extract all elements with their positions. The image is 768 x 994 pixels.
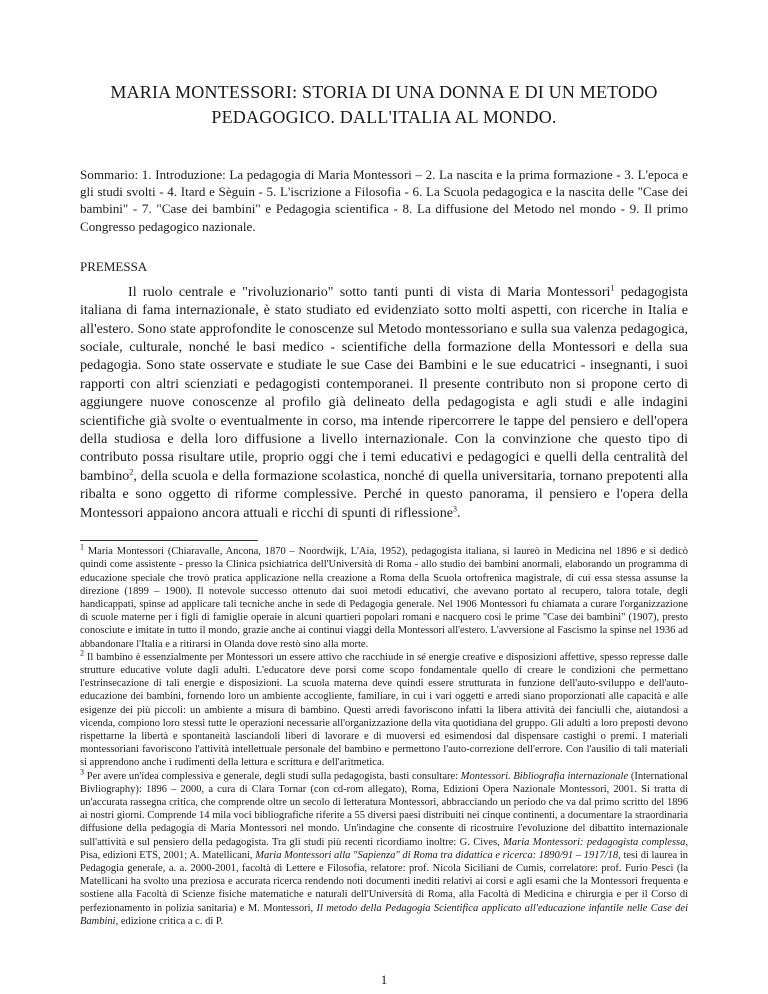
footnote-3 <box>80 767 688 928</box>
document-title <box>80 80 688 130</box>
footnote-ref-1[interactable]: 1 <box>610 283 615 293</box>
footnote-text: Maria Montessori (Chiaravalle, Ancona, 1870 – Noordwijk, L'Aia, 1952), pedagogista italiana, si laureò in Medicina nel 1896 e si dedicò quindi come assistente - presso la Clinica psichiatrica dell'Università di Roma - allo studio dei bambini anormali, elaborando un programma di educazione speciale che trovò pratica applicazione nella creazione a Roma della Scuola ortofrenica magistrale, di cui essa stessa assunse la direzione (1899 – 1900). Il notevole successo ottenuto dai suoi metodi educativi, che avevano portato al recupero, talora totale, degli handicappati, spinse ad applicare tali tecniche anche in sede di Pedagogia generale. Nel 1906 Montessori fu chiamata a curare l'organizzazione di scuole materne per i figli di famiglie operaie in alcuni quartieri popolari romani e nacquero così le prime "Case dei bambini" (1907), presto conosciute e imitate in tutto il mondo, grazie anche ai continui viaggi della Montessori all'estero. L'avversione al Fascismo la spinse nel 1936 ad abbandonare l'Italia e a ritirarsi in Olanda dove restò sino alla morte. <box>80 546 688 650</box>
footnote-2 <box>80 648 688 770</box>
footnote-text: , tesi di laurea in Pedagogia generale, a. a. 2000-2001, facoltà di Lettere e Filosofia, relatore: prof. Nicola Siciliani de Cumis, correlatore: prof. Furio Pesci (la Matellicani ha svolto una preziosa e accurata ricerca rendendo noti documenti inediti relativi ai corsi e agli esami che la Montessori frequenta e sostiene alla Facoltà di Scienze fisiche matematiche e naturali dell'Università di Roma, alla Facoltà di Medicina e chirurgia e per il Corso di perfezionamento in polizia sanitaria) e M. Montessori, <box>80 849 688 914</box>
footnote-number: 2 <box>80 648 84 658</box>
footnote-text: Il bambino è essenzialmente per Montessori un essere attivo che racchiude in sé energie creative e disposizioni affettive, spesso represse dalle strutture educative volute dagli adulti. L'educatore deve porsi come scopo fondamentale quello di creare le condizioni che permettano l'estrinsecazione di tali energie e disposizioni. La scuola materna deve quindi essere strutturata in funzione dell'auto-sviluppo e dell'auto-educazione dei bambini, fornendo loro un ambiente accogliente, familiare, in cui i vari oggetti e arredi siano proporzionati alle capacità e alle esigenze dei più piccoli: un ambiente a misura di bambino. Questi arredi favoriscono infatti la libera attività dei fanciulli che, aiutandosi a vicenda, compiono loro stessi tutte le operazioni necessarie all'organizzazione della vita quotidiana del gruppo. Gli adulti a loro preposti devono rispettarne la libertà e spontaneità lasciandoli liberi di lavorare e di muoversi ed esimendosi dal dispensare castighi o premi. I materiali montessoriani favoriscono l'attività intellettuale personale del bambino e permettono l'auto-correzione dell'errore. Con l'ausilio di tali materiali si apprendono anche i rudimenti della lettura e scrittura e dell'aritmetica. <box>80 651 688 769</box>
document-page <box>80 0 688 994</box>
footnote-number: 3 <box>80 767 84 777</box>
footnote-text: (International Bivliography): 1896 – 2000, a cura di Clara Tornar (con cd-rom allegato), Roma, Edizioni Opera Nazionale Montessori, 2001. Si tratta di un'accurata rassegna critica, che comprende oltre un secolo di letteratura Montessori, abbracciando un periodo che va dal primo scritto del 1896 ai nostri giorni. Comprende 14 mila voci bibliografiche riferite a 55 diversi paesi distribuiti nei cinque continenti, a documentare la straordinaria diffusione della pedagogia di Maria Montessori nel mondo. Un'indagine che consente di ricostruire l'evoluzione del dibattito internazionale sull'attività e sul pensiero della pedagogista. Tra gli studi più recenti ricordiamo inoltre: G. Cives, <box>80 770 688 848</box>
footnote-1 <box>80 542 688 651</box>
book-title: Montessori. Bibliografia internazionale <box>460 770 629 782</box>
page-number: 1 <box>380 972 388 987</box>
footnote-ref-3[interactable]: 3 <box>453 504 457 513</box>
section-heading: PREMESSA <box>80 258 148 274</box>
title-line-2: PEDAGOGICO. DALL'ITALIA AL MONDO. <box>211 107 557 127</box>
body-text-part-3: , della scuola e della formazione scolastica, nonché di quella universitaria, tornano prepotenti alla ribalta e sono oggetto di riforme complessive. Perché in questo panorama, il pensiero e l'opera della Montessori appaiono ancora attuali e ricchi di spunti di riflessione <box>80 467 688 521</box>
book-title: Maria Montessori: pedagogista complessa <box>503 836 686 848</box>
body-text-part-1: Il ruolo centrale e "rivoluzionario" sotto tanti punti di vista di Maria Montessori <box>128 283 611 300</box>
body-paragraph <box>80 283 688 522</box>
footnote-number: 1 <box>80 542 84 552</box>
thesis-title: Maria Montessori alla "Sapienza" di Roma tra didattica e ricerca: 1890/91 – 1917/18 <box>255 849 619 861</box>
book-title: Il metodo della Pedagogia Scientifica applicato all'educazione infantile nelle Case dei Bambini <box>80 902 688 927</box>
summary-paragraph: Sommario: 1. Introduzione: La pedagogia di Maria Montessori – 2. La nascita e la prima formazione - 3. L'epoca e gli studi svolti - 4. Itard e Sèguin - 5. L'iscrizione a Filosofia - 6. La Scuola pedagogica e la nascita delle "Case dei bambini" - 7. "Case dei bambini" e Pedagogia scientifica - 8. La diffusione del Metodo nel mondo - 9. Il primo Congresso pedagogico nazionale. <box>80 167 688 234</box>
title-line-1: MARIA MONTESSORI: STORIA DI UNA DONNA E DI UN METODO <box>110 82 658 102</box>
footnote-separator <box>80 540 258 541</box>
footnote-text: Per avere un'idea complessiva e generale, degli studi sulla pedagogista, basti consultare: <box>84 770 461 782</box>
body-text-part-4: . <box>457 504 461 521</box>
footnote-text: , edizione critica a c. di P. <box>115 915 224 927</box>
footnote-ref-2[interactable]: 2 <box>129 467 134 477</box>
footnote-text: , Pisa, edizioni ETS, 2001; A. Matellicani, <box>80 836 688 861</box>
body-text-part-2: pedagogista italiana di fama internazionale, è stato studiato ed evidenziato sotto molti aspetti, con ricerche in Italia e all'estero. Sono state approfondite le conoscenze sul Metodo montessoriano e sulla sua valenza pedagogica, sociale, culturale, nonché le basi medico - scientifiche della formazione della Montessori e della sua pedagogia. Sono state osservate e studiate le sue Case dei Bambini e le sue educatrici - insegnanti, i suoi rapporti con altri scienziati e pedagogisti contemporanei. Il presente contributo non si propone certo di aggiungere nuove conoscenze al profilo già delineato della pedagogista e agli studi e alle indagini scientifiche già svolte o eventualmente in corso, ma intende ripercorrere le tappe del pensiero e dell'opera della studiosa e della loro diffusione a livello internazionale. Con la convinzione che questo tipo di contributo possa risultare utile, proprio oggi che i temi educativi e pedagogici e quelli della centralità del bambino <box>80 283 689 484</box>
